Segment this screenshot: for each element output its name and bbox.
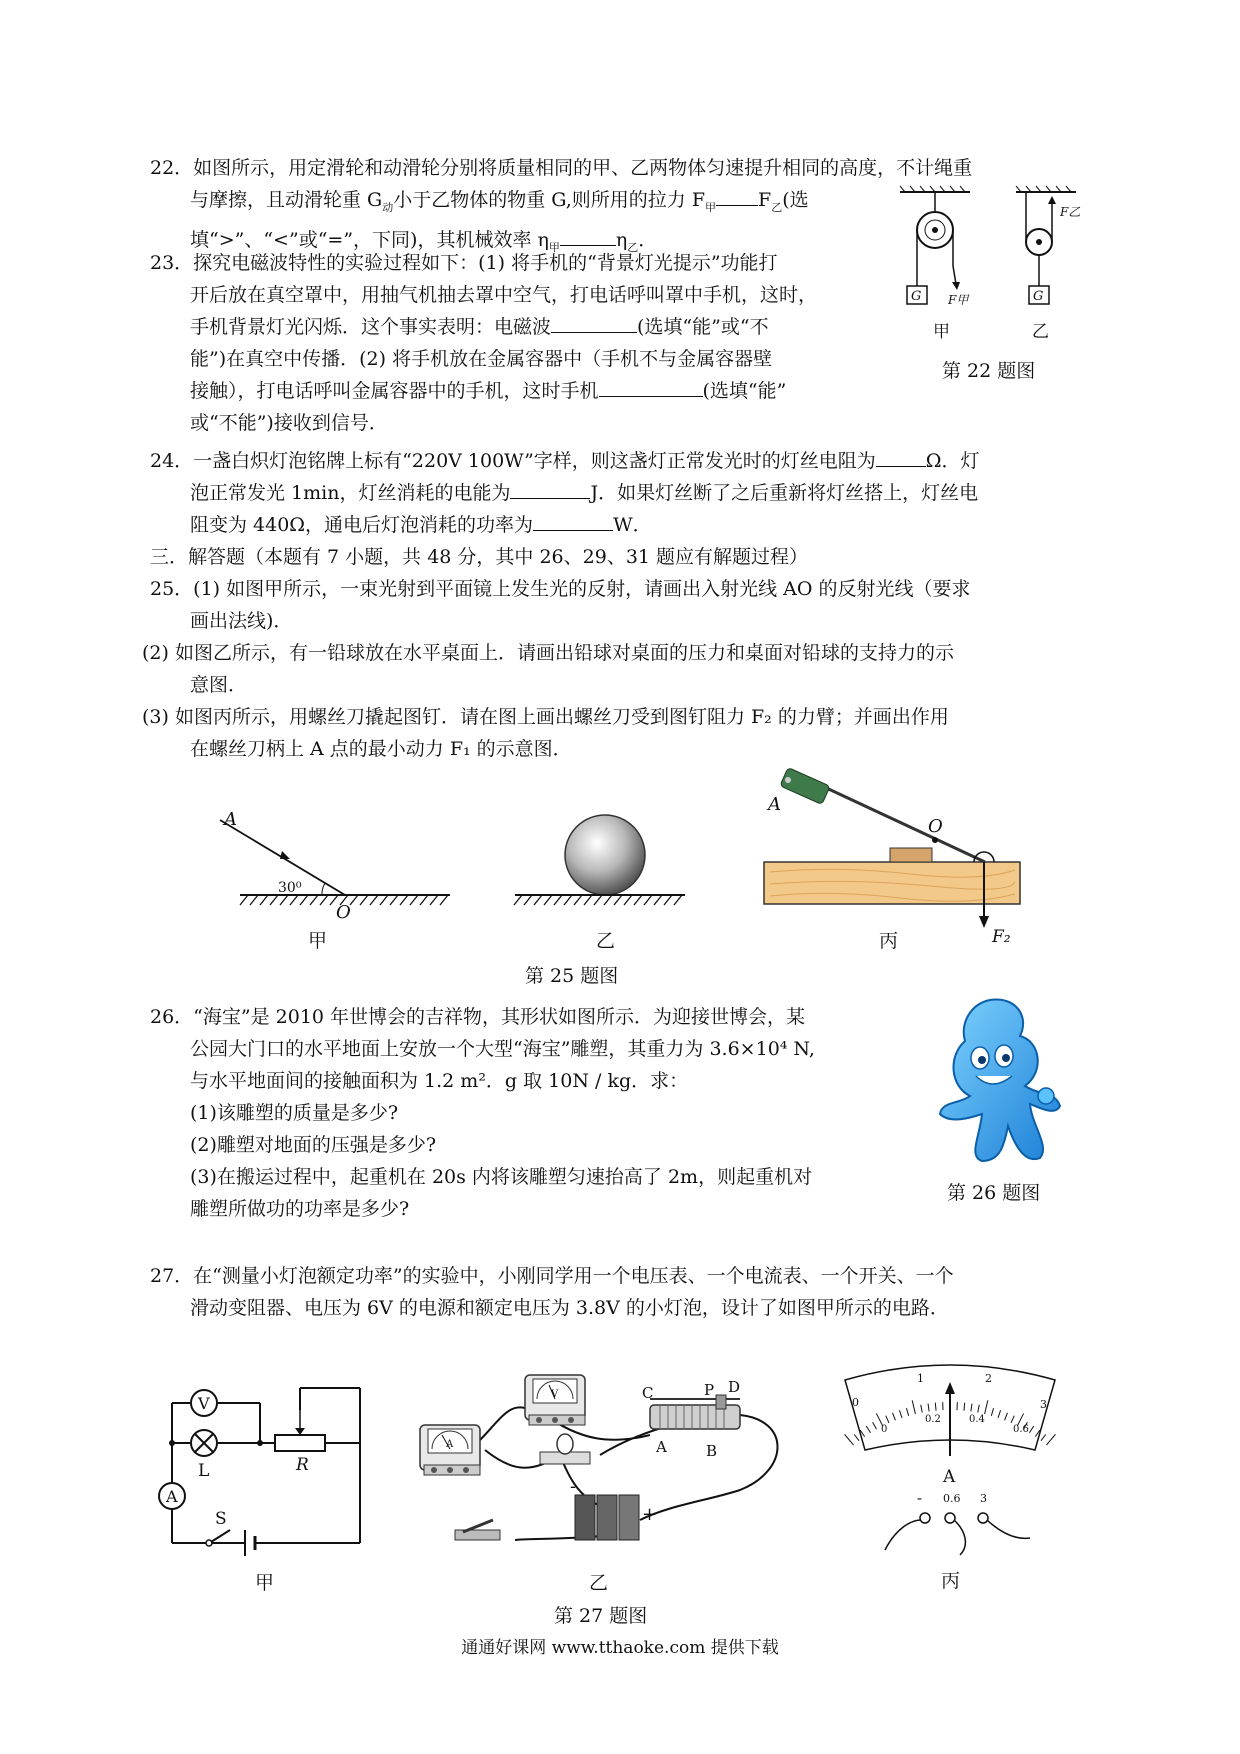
svg-text:O: O <box>336 902 351 923</box>
question-23: 23．探究电磁波特性的实验过程如下：(1) 将手机的“背景灯光提示”功能打 开后放在真空罩中，用抽气机抽去罩中空气，打电话呼叫罩中手机，这时， 手机背景灯光闪烁．这个事实表明：电磁波 (选填“能”或“不 能”)在真空中传播．(2) 将手机放在金属容器中（手机不与金属容器壁 接触），打电话呼叫金属容器中的手机，这时手机 (选填“能” 或“不能”)接收到信号． <box>150 252 818 434</box>
question-27: 27．在“测量小灯泡额定功率”的实验中，小刚同学用一个电压表、一个电流表、一个开关、一个 滑动变阻器、电压为 6V 的电源和额定电压为 3.8V 的小灯泡，设计了如图甲所示的电路． <box>150 1265 954 1319</box>
svg-text:+: + <box>642 1504 658 1525</box>
svg-text:C: C <box>642 1384 654 1402</box>
meter-tick <box>1041 1434 1046 1440</box>
svg-text:G: G <box>1033 289 1044 304</box>
svg-text:0.4: 0.4 <box>969 1414 985 1425</box>
svg-text:S: S <box>215 1509 227 1529</box>
question-26: 26．“海宝”是 2010 年世博会的吉祥物，其形状如图所示．为迎接世博会，某 公园大门口的水平地面上安放一个大型“海宝”雕塑，其重力为 3.6×10⁴ N, 与水平地面间的接触面积为 1.2 m²．g 取 10N / kg．求： (1)该雕塑的质量是多少? (2)雕塑对地面的压强是多少? (3)在搬运过程中，起重机在 20s 内将该雕塑匀速抬高了 2m，则起重机对 雕塑所做功的功率是多少? <box>150 1006 815 1220</box>
svg-text:A: A <box>768 794 781 815</box>
svg-text:D: D <box>728 1378 741 1396</box>
meter-tick <box>845 1434 854 1445</box>
q25-label-jia: 甲 <box>308 930 328 952</box>
svg-text:0: 0 <box>881 1424 888 1435</box>
svg-text:1: 1 <box>917 1372 924 1385</box>
q23-answer-blank-2[interactable] <box>599 376 703 397</box>
svg-text:甲: 甲 <box>933 322 950 342</box>
svg-text:0.6: 0.6 <box>1013 1424 1029 1435</box>
svg-text:P: P <box>704 1381 715 1399</box>
q27-physical-circuit-yi <box>410 1360 810 1565</box>
svg-text:A: A <box>943 1467 956 1487</box>
svg-text:A: A <box>656 1438 667 1456</box>
svg-text:R: R <box>296 1455 309 1475</box>
q27-label-bing: 丙 <box>941 1570 961 1592</box>
q24-answer-blank-2[interactable] <box>510 478 590 499</box>
svg-text:0: 0 <box>852 1396 859 1409</box>
q25-figure-bing-screwdriver <box>760 770 1030 950</box>
section-3-heading: 三．解答题（本题有 7 小题，共 48 分，其中 26、29、31 题应有解题过程） <box>150 546 809 568</box>
question-24: 24．一盏白炽灯泡铭牌上标有“220V 100W”字样，则这盏灯正常发光时的灯丝电阻为 Ω．灯 泡正常发光 1min，灯丝消耗的电能为 J．如果灯丝断了之后重新将灯丝搭上，灯丝电 阻变为 440Ω，通电后灯泡消耗的功率为 W． <box>150 445 980 541</box>
q27-label-jia: 甲 <box>255 1572 275 1594</box>
svg-text:V: V <box>198 1394 210 1413</box>
svg-text:F甲: F甲 <box>948 293 969 307</box>
q27-label-yi: 乙 <box>589 1572 609 1594</box>
q26-figure-caption: 第 26 题图 <box>947 1182 1041 1204</box>
q25-label-bing: 丙 <box>879 930 899 952</box>
q24-answer-blank-3[interactable] <box>533 510 613 531</box>
meter-tick <box>1046 1434 1055 1445</box>
svg-text:2: 2 <box>985 1372 992 1385</box>
q22-answer-blank-1[interactable] <box>716 185 758 206</box>
q23-answer-blank-1[interactable] <box>551 312 637 333</box>
q25-figure-yi-ball <box>510 805 710 915</box>
svg-text:O: O <box>928 816 943 837</box>
svg-text:A: A <box>224 809 237 830</box>
svg-text:B: B <box>706 1442 718 1460</box>
svg-text:30⁰: 30⁰ <box>278 880 302 896</box>
q25-label-yi: 乙 <box>596 930 616 952</box>
svg-text:3: 3 <box>1040 1398 1047 1411</box>
meter-tick <box>854 1434 859 1440</box>
q27-circuit-diagram-jia <box>160 1378 380 1558</box>
svg-text:L: L <box>198 1461 210 1481</box>
svg-text:A: A <box>446 1439 454 1450</box>
q22-pulley-figure <box>900 186 1100 366</box>
question-22: 22．如图所示，用定滑轮和动滑轮分别将质量相同的甲、乙两物体匀速提升相同的高度，不计绳重 与摩擦，且动滑轮重 $G_动$小于乙物体的物重 G,则所用的拉力 $F_甲$ $F_乙$(选 填“>”、“<”或“=”，下同)，其机械效率 $\eta_甲$ $\eta_乙$． <box>150 152 972 264</box>
svg-text:F₂: F₂ <box>992 927 1011 947</box>
q27-ammeter-face-bing <box>835 1360 1065 1570</box>
page-footer-source: 通通好课网 www.tthaoke.com 提供下载 <box>461 1638 779 1658</box>
svg-text:0.6: 0.6 <box>943 1492 961 1505</box>
svg-text:-: - <box>917 1489 923 1507</box>
svg-text:0.2: 0.2 <box>925 1414 941 1425</box>
q22-figure-caption: 第 22 题图 <box>942 360 1036 382</box>
q25-figure-jia-mirror <box>210 805 460 925</box>
q27-figure-caption: 第 27 题图 <box>554 1605 648 1627</box>
svg-text:乙: 乙 <box>1032 322 1049 342</box>
svg-text:3: 3 <box>980 1492 987 1505</box>
svg-text:F乙: F乙 <box>1060 205 1081 219</box>
q22-answer-blank-2[interactable] <box>560 225 616 246</box>
svg-text:A: A <box>166 1487 178 1506</box>
question-25: 25．(1) 如图甲所示，一束光射到平面镜上发生光的反射，请画出入射光线 AO 的反射光线（要求 画出法线)． (2) 如图乙所示，有一铅球放在水平桌面上．请画出铅球对桌面的压力和桌面对铅球的支持力的示 意图． (3) 如图丙所示，用螺丝刀撬起图钉．请在图上画出螺丝刀受到图钉阻力 F₂ 的力臂；并画出作用 在螺丝刀柄上 A 点的最小动力 F₁ 的示意图． <box>142 578 971 760</box>
q24-answer-blank-1[interactable] <box>876 446 926 467</box>
svg-text:G: G <box>911 289 922 304</box>
q22-line1: 22．如图所示，用定滑轮和动滑轮分别将质量相同的甲、乙两物体匀速提升相同的高度，不计绳重 <box>150 157 973 179</box>
svg-text:-: - <box>570 1476 577 1497</box>
q25-figure-caption: 第 25 题图 <box>525 965 619 987</box>
svg-text:V: V <box>551 1389 559 1400</box>
haibao-mascot-image <box>920 996 1070 1166</box>
